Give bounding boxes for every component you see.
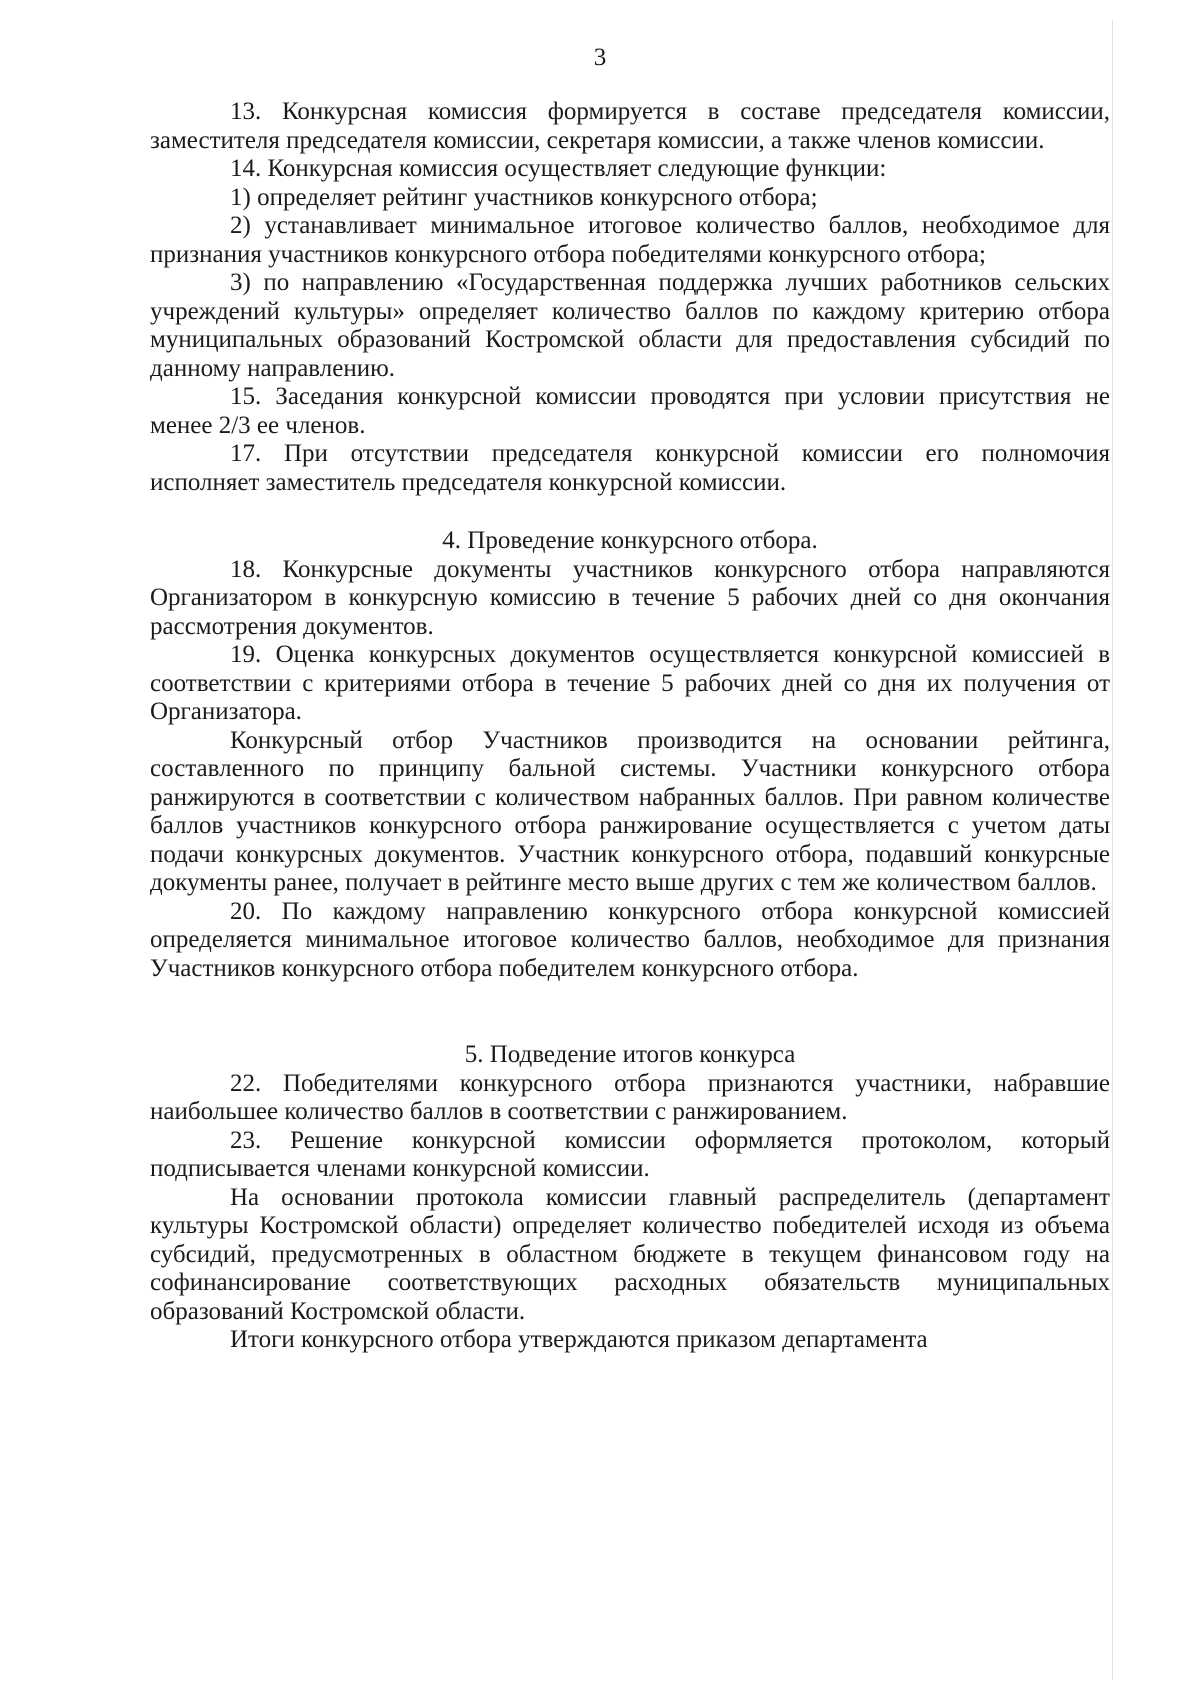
- paragraph-20: 20. По каждому направлению конкурсного отбора конкурсной комиссией определяется минимальное итоговое количество баллов, необходимое для признания Участников конкурсного отбора победителем конкурсного отбора.: [150, 897, 1110, 982]
- paragraph-23-continued: На основании протокола комиссии главный распределитель (департамент культуры Костромской области) определяет количество победителей исходя из объема субсидий, предусмотренных в областном бюджете в текущем финансовом году на софинансирование соответствующих расходных обязательств муниципальных образований Костромской области.: [150, 1183, 1110, 1325]
- paragraph-14: 14. Конкурсная комиссия осуществляет следующие функции:: [230, 155, 887, 182]
- section-5-heading: 5. Подведение итогов конкурса: [464, 1041, 796, 1068]
- paragraph-14-item-3: 3) по направлению «Государственная поддержка лучших работников сельских учреждений культуры» определяет количество баллов по каждому критерию отбора муниципальных образований Костромской области для предоставления субсидий по данному направлению.: [150, 269, 1110, 382]
- section-spacer: [150, 983, 1110, 1041]
- paragraph-18: 18. Конкурсные документы участников конкурсного отбора направляются Организатором в конкурсную комиссию в течение 5 рабочих дней со дня окончания рассмотрения документов.: [150, 555, 1110, 640]
- paragraph-19: 19. Оценка конкурсных документов осуществляется конкурсной комиссией в соответствии с критериями отбора в течение 5 рабочих дней со дня их получения от Организатора.: [150, 641, 1110, 725]
- section-4-heading: 4. Проведение конкурсного отбора.: [442, 527, 818, 554]
- page-number: 3: [593, 44, 607, 71]
- paragraph-14-item-1: 1) определяет рейтинг участников конкурсного отбора;: [230, 183, 818, 211]
- paragraph-14-item-2: 2) устанавливает минимальное итоговое количество баллов, необходимое для признания участников конкурсного отбора победителями конкурсного отбора;: [150, 212, 1110, 268]
- paragraph-15: 15. Заседания конкурсной комиссии проводятся при условии присутствия не менее 2/3 ее членов.: [150, 383, 1110, 439]
- paragraph-19-continued: Конкурсный отбор Участников производится на основании рейтинга, составленного по принципу бальной системы. Участники конкурсного отбора ранжируются в соответствии с количеством набранных баллов. При равном количестве баллов участников конкурсного отбора ранжирование осуществляется с учетом даты подачи конкурсных документов. Участник конкурсного отбора, подавший конкурсные документы ранее, получает в рейтинге место выше других с тем же количеством баллов.: [150, 726, 1110, 896]
- paragraph-23-final: Итоги конкурсного отбора утверждаются приказом департамента: [230, 1326, 928, 1353]
- scan-edge-line: [1112, 20, 1113, 1680]
- paragraph-22: 22. Победителями конкурсного отбора признаются участники, набравшие наибольшее количество баллов в соответствии с ранжированием.: [150, 1069, 1110, 1125]
- paragraph-17: 17. При отсутствии председателя конкурсной комиссии его полномочия исполняет заместитель председателя конкурсной комиссии.: [150, 440, 1110, 496]
- paragraph-13: 13. Конкурсная комиссия формируется в составе председателя комиссии, заместителя председателя комиссии, секретаря комиссии, а также членов комиссии.: [150, 98, 1110, 154]
- document-body: [150, 98, 1110, 1355]
- paragraph-23: 23. Решение конкурсной комиссии оформляется протоколом, который подписывается членами конкурсной комиссии.: [150, 1126, 1110, 1182]
- section-spacer: [150, 497, 1110, 527]
